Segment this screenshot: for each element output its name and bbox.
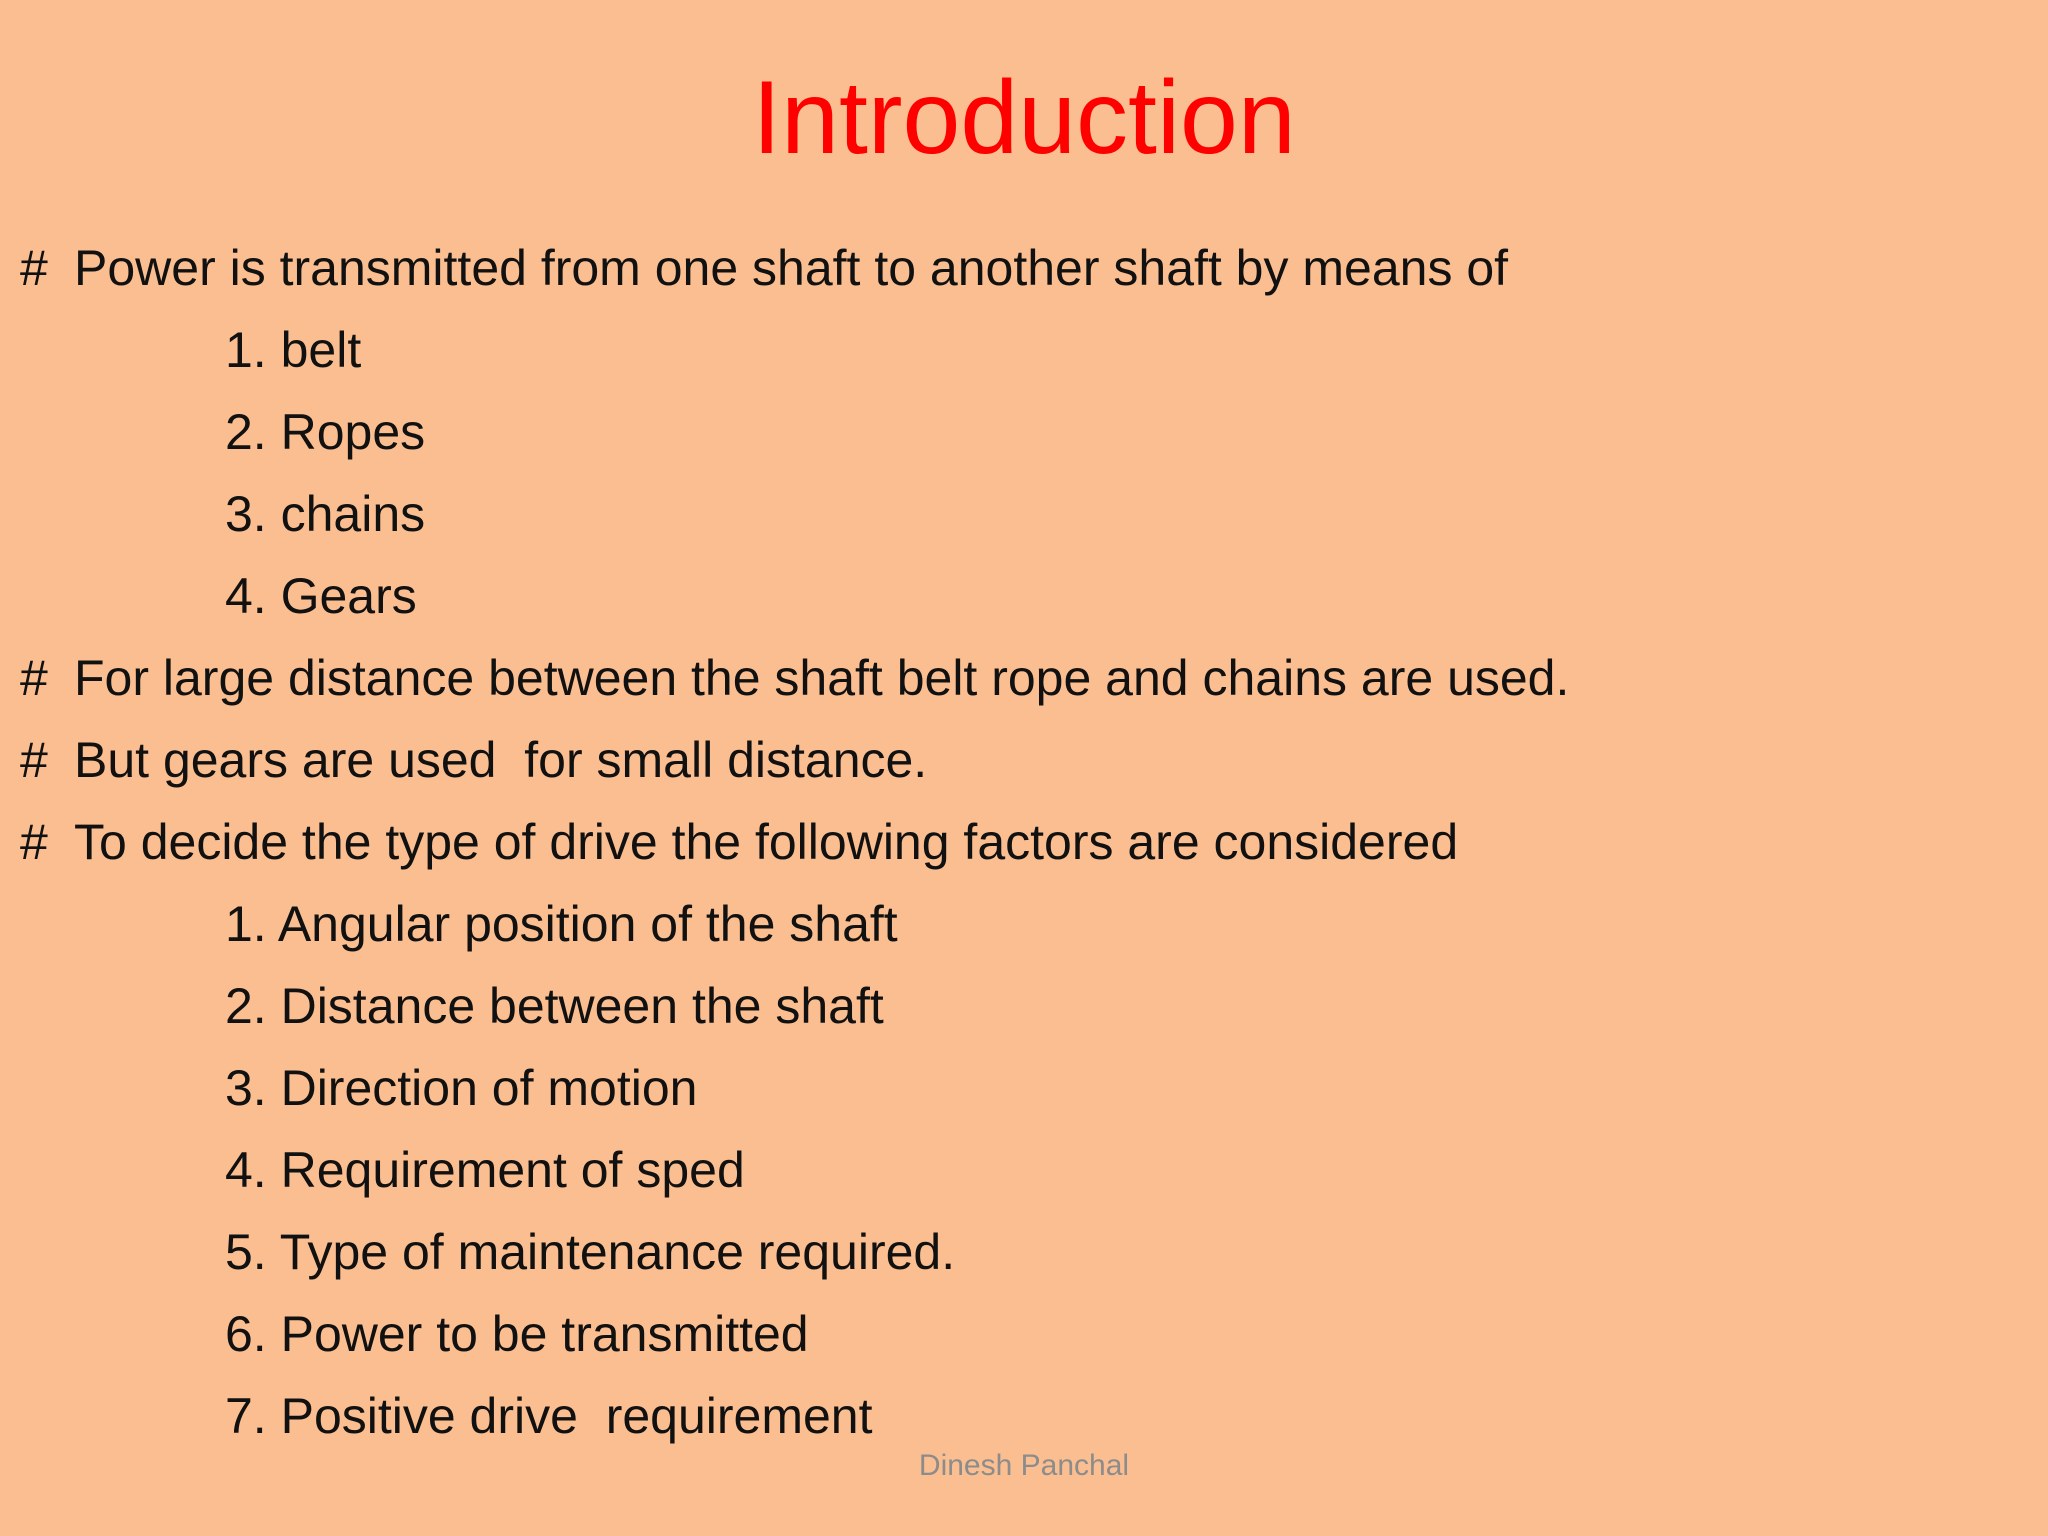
list-item: 6. Power to be transmitted	[225, 1306, 809, 1362]
bullet-marker: #	[20, 814, 48, 870]
bullet-text: For large distance between the shaft belt rope and chains are used.	[74, 650, 1570, 706]
footer-author: Dinesh Panchal	[918, 1449, 1130, 1482]
bullet-marker: #	[20, 240, 48, 296]
bullet-marker: #	[20, 650, 48, 706]
list-item: 5. Type of maintenance required.	[225, 1224, 956, 1280]
bullet-item	[20, 728, 927, 792]
bullet-item	[20, 646, 1569, 710]
bullet-text: Power is transmitted from one shaft to another shaft by means of	[74, 240, 1509, 296]
list-item: 2. Ropes	[225, 404, 426, 460]
list-item: 3. chains	[225, 486, 426, 542]
list-item: 1. Angular position of the shaft	[225, 896, 898, 952]
bullet-item	[20, 810, 1458, 874]
list-item: 4. Requirement of sped	[225, 1142, 745, 1198]
bullet-text: To decide the type of drive the following factors are considered	[74, 814, 1459, 870]
slide-title: Introduction	[752, 60, 1296, 176]
bullet-text: But gears are used for small distance.	[74, 732, 928, 788]
list-item: 7. Positive drive requirement	[225, 1388, 873, 1444]
bullet-marker: #	[20, 732, 48, 788]
list-item: 3. Direction of motion	[225, 1060, 698, 1116]
list-item: 2. Distance between the shaft	[225, 978, 884, 1034]
list-item: 1. belt	[225, 322, 362, 378]
bullet-item	[20, 236, 1508, 300]
list-item: 4. Gears	[225, 568, 417, 624]
